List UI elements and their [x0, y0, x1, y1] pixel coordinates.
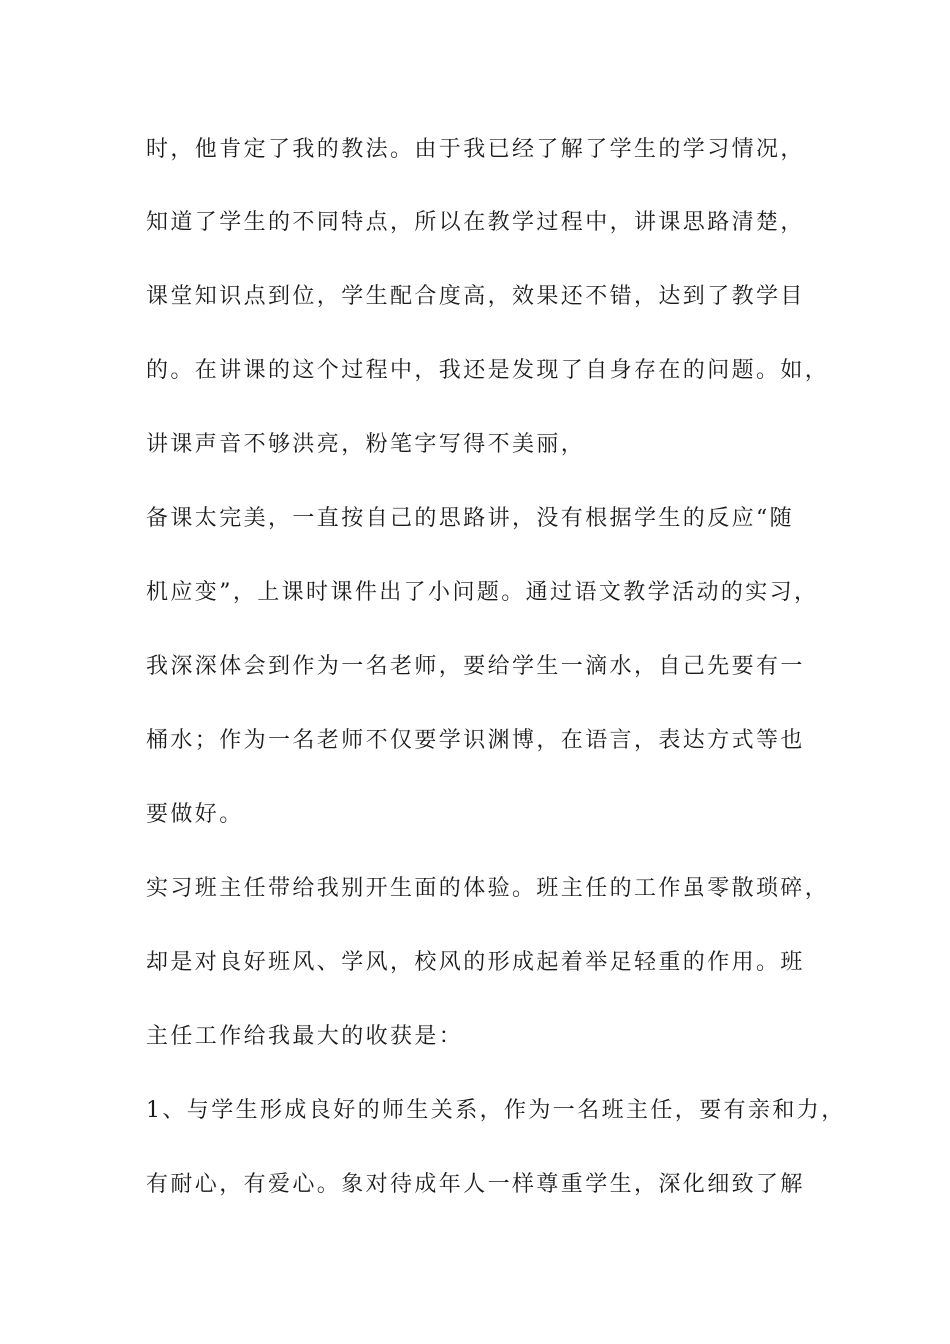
text-line: 却是对良好班风、学风，校风的形成起着举足轻重的作用。班 — [146, 950, 805, 975]
text-line: 实习班主任带给我别开生面的体验。班主任的工作虽零散琐碎， — [146, 876, 830, 901]
text-line: 1、与学生形成良好的师生关系，作为一名班主任，要有亲和力， — [146, 1098, 846, 1123]
text-line: 主任工作给我最大的收获是： — [146, 1024, 464, 1049]
text-line: 讲课声音不够洪亮，粉笔字写得不美丽， — [146, 432, 586, 457]
text-line: 知道了学生的不同特点，所以在教学过程中，讲课思路清楚， — [146, 210, 805, 235]
text-line: 机应变”，上课时课件出了小问题。通过语文教学活动的实习， — [146, 580, 819, 605]
text-line: 时，他肯定了我的教法。由于我已经了解了学生的学习情况， — [146, 137, 805, 162]
text-line: 课堂知识点到位，学生配合度高，效果还不错，达到了教学目 — [146, 284, 805, 309]
text-line: 有耐心，有爱心。象对待成年人一样尊重学生，深化细致了解 — [146, 1172, 805, 1197]
text-line: 桶水；作为一名老师不仅要学识渊博，在语言，表达方式等也 — [146, 728, 805, 753]
text-line: 我深深体会到作为一名老师，要给学生一滴水，自己先要有一 — [146, 654, 805, 679]
text-line: 备课太完美，一直按自己的思路讲，没有根据学生的反应“随 — [146, 506, 795, 531]
text-line: 要做好。 — [146, 802, 244, 827]
text-line: 的。在讲课的这个过程中，我还是发现了自身存在的问题。如， — [146, 358, 830, 383]
